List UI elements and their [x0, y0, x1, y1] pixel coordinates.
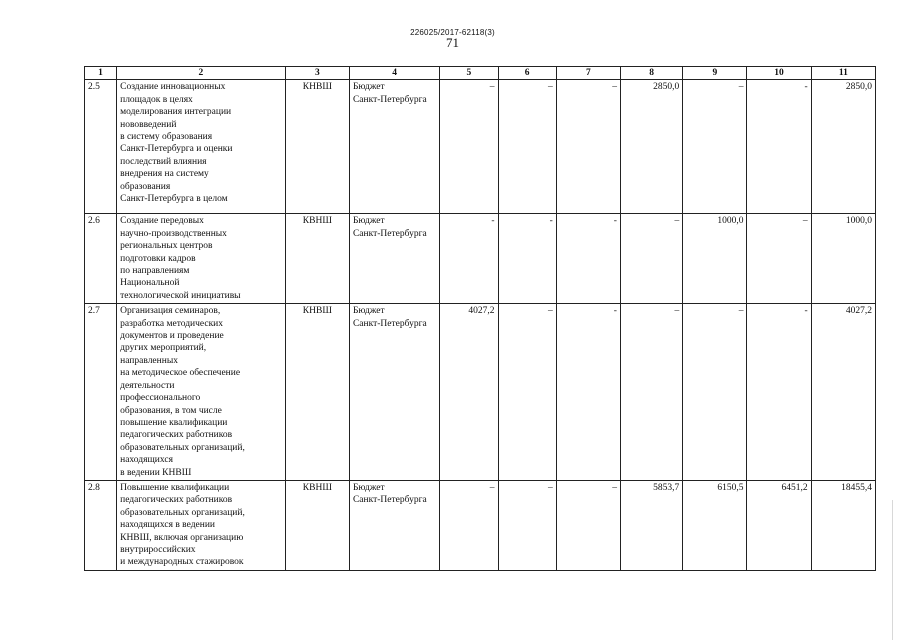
column-header: 1: [85, 67, 117, 80]
value-cell: -: [498, 214, 556, 304]
column-header: 10: [747, 67, 811, 80]
total-cell: 2850,0: [811, 80, 875, 214]
funding-source: Бюджет Санкт-Петербурга: [349, 80, 439, 214]
value-cell: –: [683, 304, 747, 481]
value-cell: –: [440, 80, 498, 214]
value-cell: –: [440, 480, 498, 570]
value-cell: 1000,0: [683, 214, 747, 304]
table-row: [85, 80, 876, 214]
table-row: [85, 480, 876, 570]
value-cell: 6150,5: [683, 480, 747, 570]
value-cell: -: [747, 304, 811, 481]
value-cell: –: [556, 80, 620, 214]
value-cell: –: [747, 214, 811, 304]
column-header: 11: [811, 67, 875, 80]
value-cell: –: [620, 304, 682, 481]
executor-cell: КВНШ: [285, 480, 349, 570]
column-header: 9: [683, 67, 747, 80]
value-cell: 2850,0: [620, 80, 682, 214]
value-cell: -: [556, 304, 620, 481]
column-header: 8: [620, 67, 682, 80]
value-cell: 5853,7: [620, 480, 682, 570]
table-row: [85, 304, 876, 481]
column-header: 3: [285, 67, 349, 80]
funding-source: Бюджет Санкт-Петербурга: [349, 304, 439, 481]
funding-source: Бюджет Санкт-Петербурга: [349, 480, 439, 570]
program-table: [84, 66, 876, 571]
total-cell: 18455,4: [811, 480, 875, 570]
activity-description: Создание передовых научно-производственных региональных центров подготовки кадров по направлениям Национальной технологической инициативы: [117, 214, 286, 304]
total-cell: 1000,0: [811, 214, 875, 304]
value-cell: -: [747, 80, 811, 214]
activity-description: Повышение квалификации педагогических работников образовательных организаций, находящихся в ведении КНВШ, включая организацию внутрироссийских и международных стажировок: [117, 480, 286, 570]
header-row: [85, 67, 876, 80]
value-cell: –: [556, 480, 620, 570]
executor-cell: КВНШ: [285, 214, 349, 304]
document-id: 226025/2017-62118(3): [410, 28, 495, 37]
value-cell: -: [440, 214, 498, 304]
value-cell: 4027,2: [440, 304, 498, 481]
row-number: 2.5: [85, 80, 117, 214]
column-header: 7: [556, 67, 620, 80]
executor-cell: КНВШ: [285, 304, 349, 481]
column-header: 6: [498, 67, 556, 80]
executor-cell: КНВШ: [285, 80, 349, 214]
activity-description: Организация семинаров, разработка методических документов и проведение других мероприятий, направленных на методическое обеспечение деятельности профессионального образования, в том числе повышение квалификации педагогических работников образовательных организаций, находящихся в ведении КНВШ: [117, 304, 286, 481]
value-cell: -: [556, 214, 620, 304]
value-cell: –: [498, 304, 556, 481]
value-cell: –: [498, 480, 556, 570]
funding-source: Бюджет Санкт-Петербурга: [349, 214, 439, 304]
total-cell: 4027,2: [811, 304, 875, 481]
value-cell: –: [498, 80, 556, 214]
column-header: 4: [349, 67, 439, 80]
row-number: 2.6: [85, 214, 117, 304]
scan-artifact-line: [892, 500, 893, 640]
column-header: 5: [440, 67, 498, 80]
activity-description: Создание инновационных площадок в целях моделирования интеграции нововведений в систему образования Санкт-Петербурга и оценки последствий влияния внедрения на систему образования Санкт-Петербурга в целом: [117, 80, 286, 214]
row-number: 2.7: [85, 304, 117, 481]
table-row: [85, 214, 876, 304]
value-cell: 6451,2: [747, 480, 811, 570]
row-number: 2.8: [85, 480, 117, 570]
page-number: 71: [446, 35, 459, 50]
value-cell: –: [683, 80, 747, 214]
column-header: 2: [117, 67, 286, 80]
value-cell: –: [620, 214, 682, 304]
